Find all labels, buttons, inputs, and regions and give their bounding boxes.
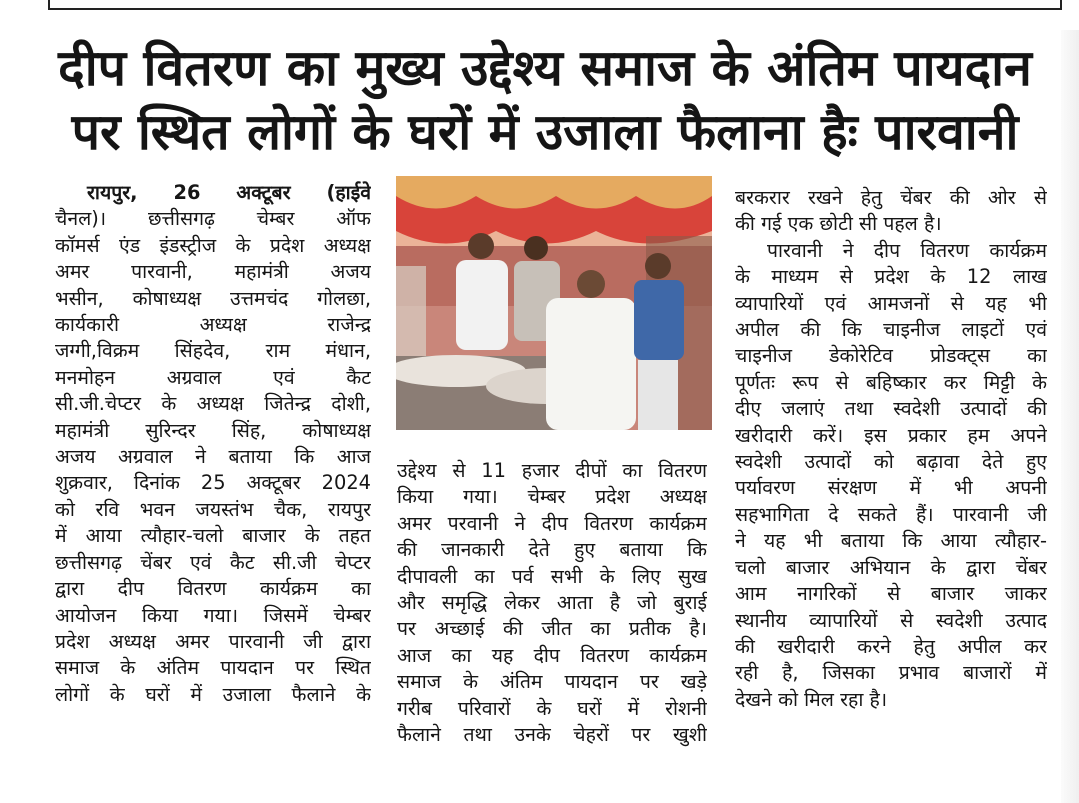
text-line: मनमोहन अग्रवाल एवं कैट [55,365,371,389]
event-photo [396,176,712,430]
text-line: की गई एक छोटी सी पहल है। [735,212,942,236]
text-line: व्यापारियों एवं आमजनों से यह भी [735,291,1047,315]
text-line: दीए जलाएं तथा स्वदेशी उत्पादों की [735,397,1047,421]
text-line: अजय अग्रवाल ने बताया कि आज [55,445,371,469]
text-line: फैलाने तथा उनके चेहरों पर खुशी [397,723,707,747]
text-line: ने यह भी बताया कि आया त्यौहार- [735,529,1047,553]
text-line: की खरीदारी करने हेतु अपील कर [735,634,1047,658]
headline [30,36,1060,164]
top-frame-rule [48,0,1062,10]
text-line: के माध्यम से प्रदेश के 12 लाख [735,265,1047,289]
text-line: और समृद्धि लेकर आता है जो बुराई [397,591,707,615]
text-line: चलो बाजार अभियान के द्वारा चेंबर [735,555,1047,579]
text-line: कार्यकारी अध्यक्ष राजेन्द्र [55,313,371,337]
text-line: जग्गी,विक्रम सिंहदेव, राम मंधान, [55,339,371,363]
text-line: आज का यह दीप वितरण कार्यक्रम [397,643,707,667]
text-line: स्वदेशी उत्पादों को बढ़ावा देते हुए [735,450,1047,474]
text-line: लोगों के घरों में उजाला फैलाने के [55,682,371,706]
text-line: बरकरार रखने हेतु चेंबर की ओर से [735,186,1047,209]
text-line: पर अच्छाई की जीत का प्रतीक है। [397,617,707,641]
text-line: छत्तीसगढ़ चेंबर एवं कैट सी.जी चेप्टर [55,550,371,574]
article-column-1 [55,180,371,708]
text-line: महामंत्री सुरिन्दर सिंह, कोषाध्यक्ष [55,418,371,442]
text-line: अमर परवानी ने दीप वितरण कार्यक्रम [397,511,707,535]
article-column-3 [735,185,1047,713]
text-line: आयोजन किया गया। जिसमें चेम्बर [55,603,371,627]
article-column-2 [397,458,707,748]
text-line: पूर्णतः रूप से बहिष्कार कर मिट्टी के [735,370,1047,394]
text-line: चैनल)। छत्तीसगढ़ चेम्बर ऑफ [55,207,371,231]
text-line: भसीन, कोषाध्यक्ष उत्तमचंद गोलछा, [55,286,371,310]
text-line: उद्देश्य से 11 हजार दीपों का वितरण [397,459,707,482]
text-line: प्रदेश अध्यक्ष अमर पारवानी जी द्वारा [55,629,371,653]
text-line: पर्यावरण संरक्षण में भी अपनी [735,476,1047,500]
text-line: किया गया। चेम्बर प्रदेश अध्यक्ष [397,485,707,509]
text-line: दीपावली का पर्व सभी के लिए सुख [397,564,707,588]
headline-line-2: पर स्थित लोगों के घरों में उजाला फैलाना हैः पारवानी [71,103,1019,161]
text-line: सी.जी.चेप्टर के अध्यक्ष जितेन्द्र दोशी, [55,392,371,416]
text-line: गरीब परिवारों के घरों में रोशनी [397,696,707,720]
text-line: समाज के अंतिम पायदान पर स्थित [55,656,371,680]
text-line: समाज के अंतिम पायदान पर खड़े [397,670,707,694]
text-line: द्वारा दीप वितरण कार्यक्रम का [55,577,371,601]
text-line: को रवि भवन जयस्तंभ चैक, रायपुर [55,497,371,521]
text-line: कॉमर्स एंड इंडस्ट्रीज के प्रदेश अध्यक्ष [55,233,371,257]
text-line: सहभागिता दे सकते हैं। पारवानी जी [735,502,1047,526]
text-line: शुक्रवार, दिनांक 25 अक्टूबर 2024 [55,471,371,495]
text-line: अपील की कि चाइनीज लाइटों एवं [735,318,1047,342]
text-line: चाइनीज डेकोरेटिव प्रोडक्ट्स का [735,344,1047,368]
text-line: देखने को मिल रहा है। [735,687,888,711]
text-line: खरीदारी करें। इस प्रकार हम अपने [735,423,1047,447]
headline-line-1: दीप वितरण का मुख्य उद्देश्य समाज के अंतिम पायदान [58,39,1032,97]
dateline: रायपुर, 26 अक्टूबर (हाईवे [87,181,371,204]
page-edge-shadow [1061,30,1079,803]
paragraph-start: पारवानी ने दीप वितरण कार्यक्रम [767,238,1047,262]
text-line: आम नागरिकों से बाजार जाकर [735,582,1047,606]
text-line: में आया त्यौहार-चलो बाजार के तहत [55,524,371,548]
text-line: रही है, जिसका प्रभाव बाजारों में [735,661,1047,685]
text-line: अमर पारवानी, महामंत्री अजय [55,260,371,284]
text-line: स्थानीय व्यापारियों से स्वदेशी उत्पाद [735,608,1047,632]
text-line: की जानकारी देते हुए बताया कि [397,538,707,562]
